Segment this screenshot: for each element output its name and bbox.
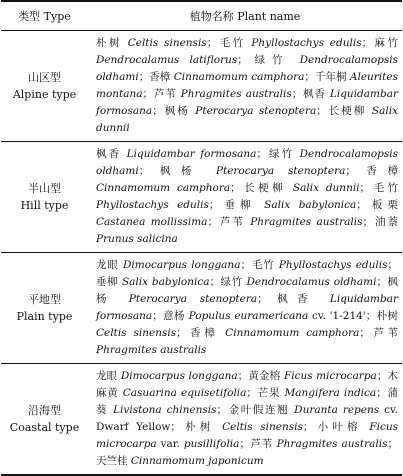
- plant-name-latin: Salix dunnii: [96, 105, 398, 134]
- plant-separator: ；: [291, 88, 303, 100]
- plant-table-container: [1, 0, 402, 476]
- plant-name-zh: 毛竹: [250, 259, 279, 271]
- plant-separator: ；: [387, 259, 398, 271]
- plant-name-zh: 芦苇: [369, 327, 399, 339]
- plant-name-latin: Liquidambar formosana: [126, 148, 257, 160]
- table-body: [1, 31, 402, 476]
- plant-name-zh: 朴树: [376, 310, 398, 322]
- plant-entry: [187, 327, 370, 339]
- type-name-zh: 半山型: [28, 182, 61, 195]
- type-name-zh: 沿海型: [28, 404, 61, 417]
- plant-cultivar: var.: [156, 438, 181, 450]
- plant-name-latin: Salix dunnii: [292, 182, 360, 194]
- type-cell: [1, 364, 88, 476]
- plant-name-latin: Dendrocalamus latiflorus: [96, 54, 238, 66]
- type-cell: [1, 142, 88, 253]
- plant-name-latin: Liquidambar formosana: [96, 88, 398, 117]
- plant-name-latin: Phragmites australis: [276, 438, 388, 450]
- plant-separator: ；: [257, 293, 268, 305]
- type-cell: [1, 253, 88, 364]
- type-name-en: Alpine type: [12, 88, 77, 101]
- plant-separator: ；: [230, 182, 241, 194]
- table-row: [1, 31, 402, 142]
- plant-name-zh: 天竺桂: [96, 455, 131, 467]
- plant-name-zh: 绿竹: [266, 148, 300, 160]
- plant-name-latin: Liquidambar formosana: [96, 293, 398, 322]
- plant-separator: ；: [138, 71, 150, 83]
- plant-name-latin: Celtis sinensis: [96, 327, 177, 339]
- plant-name-latin: Phyllostachys edulis: [96, 199, 209, 211]
- plant-name-latin: Dendrocalamus oldhami: [246, 276, 377, 288]
- plant-name-latin: Castanea mollissima: [96, 216, 208, 228]
- plant-separator: ；: [302, 421, 314, 433]
- plant-entry: [153, 88, 302, 100]
- plant-entry: [250, 438, 398, 450]
- header-plant-name: 植物名称 Plant name: [88, 1, 402, 31]
- plant-separator: ；: [142, 88, 154, 100]
- plant-entry: [181, 421, 313, 433]
- plant-entry: [96, 37, 217, 49]
- plant-name-zh: 龙眼: [96, 370, 121, 382]
- plant-separator: ；: [246, 387, 257, 399]
- plant-name-zh: 龙眼: [96, 259, 123, 271]
- plant-separator: ；: [176, 327, 187, 339]
- plant-separator: ；: [208, 199, 220, 211]
- plant-name-zh: 枫香: [267, 293, 330, 305]
- plant-separator: ；: [152, 310, 163, 322]
- plant-name-latin: Salix babylonica: [121, 276, 210, 288]
- plant-separator: ；: [304, 71, 315, 83]
- plant-list-cell: [88, 253, 402, 364]
- plant-name-zh: 枫杨: [149, 165, 216, 177]
- plant-name-zh: 枫杨: [96, 276, 399, 305]
- plant-entry: [96, 148, 267, 160]
- type-name-en: Hill type: [20, 199, 69, 212]
- plant-name-zh: 垂柳: [96, 276, 122, 288]
- plant-name-zh: 芒果: [256, 387, 285, 399]
- plant-name-zh: 蒲葵: [96, 387, 398, 416]
- plant-entry: [149, 165, 356, 177]
- plant-name-zh: 枫香: [96, 148, 127, 160]
- plant-name-zh: 芦苇: [217, 216, 251, 228]
- plant-list-cell: [88, 364, 402, 476]
- header-type: 类型 Type: [1, 1, 88, 31]
- plant-name-latin-variety: pusillifolia: [180, 438, 240, 450]
- type-cell: [1, 31, 88, 142]
- plant-name-latin: Ficus microcarpa: [96, 421, 399, 450]
- plant-separator: ；: [152, 105, 163, 117]
- plant-name-zh: 香樟: [355, 165, 399, 177]
- plant-name-zh: 朴树: [180, 421, 223, 433]
- plant-name-zh: 意杨: [162, 310, 189, 322]
- plant-name-zh: 小叶榕: [313, 421, 370, 433]
- type-name-en: Plain type: [16, 310, 73, 323]
- plant-separator: ；: [237, 54, 248, 66]
- plant-name-latin: Cinnamomum japonicum: [130, 455, 264, 467]
- plant-name-latin: Phragmites australis: [96, 344, 207, 356]
- plant-entry: [251, 259, 398, 271]
- plant-name-latin: Cinnamomum camphora: [96, 182, 231, 194]
- plant-name-zh: 绿竹: [247, 54, 300, 66]
- plant-name-zh: 千年桐: [314, 71, 350, 83]
- type-name-en: Coastal type: [9, 421, 80, 434]
- plant-name-latin: Pterocarya stenoptera: [215, 165, 346, 177]
- plant-name-zh: 毛竹: [370, 182, 399, 194]
- plant-separator: ；: [240, 259, 251, 271]
- plant-name-zh: 金叶假连翘: [226, 404, 295, 416]
- plant-entry: [241, 182, 370, 194]
- plant-entry: [248, 370, 387, 382]
- plant-name-zh: 枫香: [302, 88, 330, 100]
- plant-separator: ；: [365, 310, 377, 322]
- plant-entry: [96, 370, 248, 382]
- plant-separator: ；: [237, 370, 249, 382]
- plant-name-zh: 麻竹: [372, 37, 399, 49]
- table-header-row: [1, 1, 402, 31]
- plant-separator: ；: [345, 165, 356, 177]
- plant-separator: ；: [362, 216, 374, 228]
- plant-separator: ；: [207, 216, 218, 228]
- plant-entry: [96, 276, 220, 288]
- plant-separator: ；: [376, 276, 387, 288]
- plant-separator: ；: [138, 165, 150, 177]
- plant-entry: [96, 455, 264, 467]
- plant-name-latin: Ficus microcarpa: [283, 370, 377, 382]
- plant-name-latin: Dendrocalamopsis oldhami: [96, 54, 398, 83]
- plant-separator: ；: [359, 182, 371, 194]
- plant-name-zh: 木麻黄: [96, 370, 398, 399]
- plant-name-latin: Cinnamomum camphora: [173, 71, 305, 83]
- plant-name-zh: 绿竹: [220, 276, 247, 288]
- plant-name-zh: 朴树: [96, 37, 128, 49]
- plant-name-latin: Phragmites australis: [180, 88, 292, 100]
- plant-separator: ；: [216, 404, 227, 416]
- plant-name-zh: 芦苇: [153, 88, 181, 100]
- plant-name-latin: Livistona chinensis: [113, 404, 217, 416]
- plant-name-zh: 板栗: [366, 199, 399, 211]
- plant-name-latin: Duranta repens: [294, 404, 380, 416]
- plant-separator: ；: [206, 37, 218, 49]
- plant-name-latin: Salix babylonica: [264, 199, 357, 211]
- plant-entry: [163, 105, 327, 117]
- plant-separator: ；: [376, 387, 387, 399]
- plant-list-cell: [88, 142, 402, 253]
- plant-name-latin: Dimocarpus longgana: [122, 259, 241, 271]
- plant-name-latin: Pterocarya stenoptera: [128, 293, 258, 305]
- plant-separator: ；: [387, 438, 399, 450]
- plant-separator: ；: [256, 148, 267, 160]
- plant-name-zh: 油萘: [373, 216, 398, 228]
- plant-name-latin: Aleurites montana: [96, 71, 398, 100]
- plant-cultivar: cv. Dwarf Yellow: [96, 404, 398, 433]
- plant-separator: ；: [359, 327, 370, 339]
- plant-entry: [217, 37, 372, 49]
- type-name-zh: 山区型: [28, 71, 61, 84]
- plant-entry: [219, 199, 366, 211]
- plant-name-latin: Dendrocalamopsis oldhami: [96, 148, 398, 177]
- plant-separator: ；: [170, 421, 181, 433]
- plant-name-zh: 垂柳: [219, 199, 265, 211]
- plant-name-zh: 黄金榕: [248, 370, 284, 382]
- type-name-zh: 平地型: [28, 293, 61, 306]
- plant-separator: ；: [316, 105, 327, 117]
- table-row: [1, 364, 402, 476]
- plant-entry: [163, 310, 377, 322]
- plant-name-zh: 长梗柳: [240, 182, 293, 194]
- plant-separator: ；: [361, 37, 373, 49]
- table-row: [1, 253, 402, 364]
- plant-name-zh: 香樟: [186, 327, 226, 339]
- plant-name-latin: Cinnamomum camphora: [225, 327, 360, 339]
- plant-separator: ；: [239, 438, 250, 450]
- plant-name-latin: Mangifera indica: [284, 387, 377, 399]
- plant-name-latin: Celtis sinensis: [127, 37, 207, 49]
- plant-species-table: [1, 0, 402, 476]
- plant-name-zh: 枫杨: [162, 105, 196, 117]
- plant-name-zh: 芦苇: [249, 438, 277, 450]
- plant-entry: [257, 387, 387, 399]
- plant-name-latin: Celtis sinensis: [222, 421, 303, 433]
- plant-name-latin: Dimocarpus longgana: [120, 370, 238, 382]
- plant-entry: [96, 259, 251, 271]
- plant-entry: [220, 276, 387, 288]
- plant-separator: ；: [209, 276, 221, 288]
- plant-name-zh: 长梗柳: [326, 105, 372, 117]
- plant-cultivar: cv. '1-214': [308, 310, 366, 322]
- plant-name-latin: Phragmites australis: [250, 216, 363, 228]
- plant-name-latin: Prunus salicina: [96, 233, 178, 245]
- plant-entry: [149, 71, 315, 83]
- table-row: [1, 142, 402, 253]
- plant-separator: ；: [356, 199, 367, 211]
- plant-list-cell: [88, 31, 402, 142]
- plant-name-zh: 香樟: [149, 71, 174, 83]
- plant-name-latin: Phyllostachys edulis: [278, 259, 388, 271]
- plant-name-latin: Populus euramericana: [188, 310, 309, 322]
- plant-name-latin: Pterocarya stenoptera: [195, 105, 317, 117]
- plant-separator: ；: [376, 370, 388, 382]
- plant-entry: [218, 216, 373, 228]
- plant-name-latin: Phyllostachys edulis: [251, 37, 362, 49]
- plant-name-latin: Casuarina equisetifolia: [122, 387, 247, 399]
- plant-name-zh: 毛竹: [217, 37, 252, 49]
